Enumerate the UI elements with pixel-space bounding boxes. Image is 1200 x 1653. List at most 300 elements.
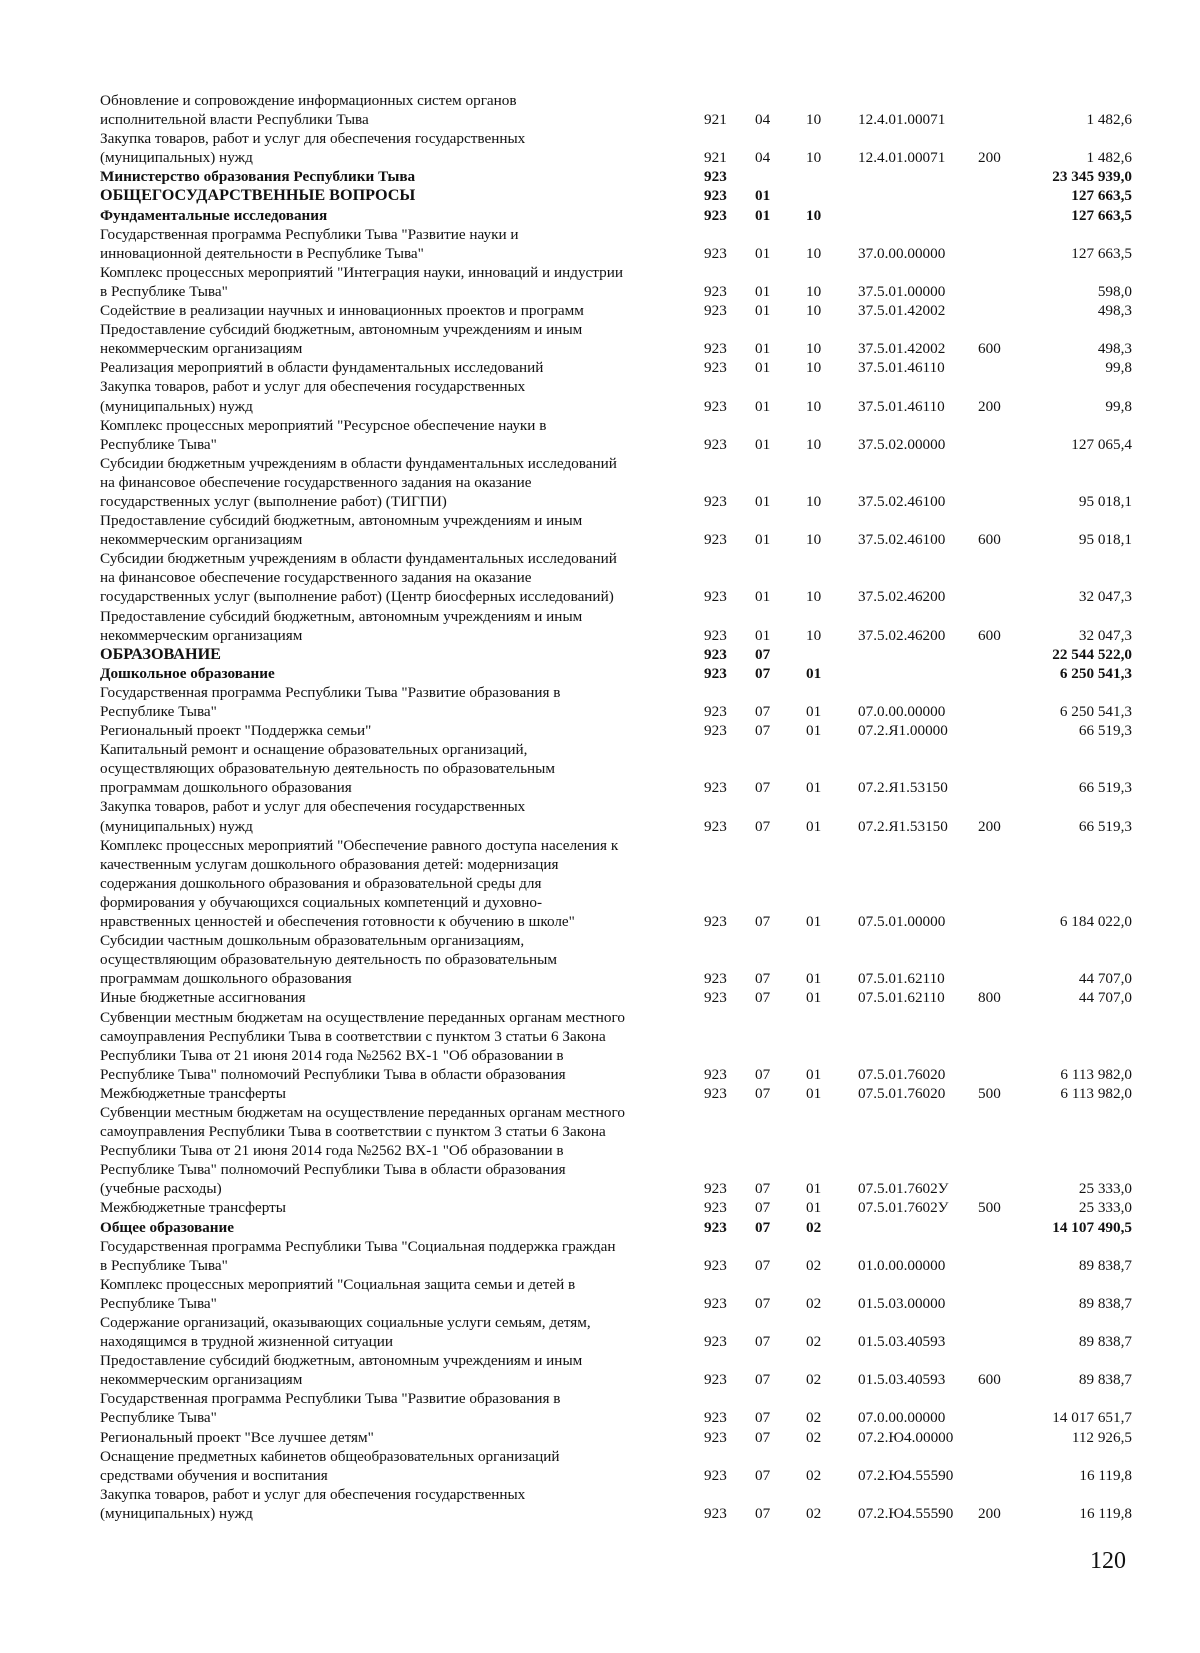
- ved-code: 923: [704, 989, 727, 1007]
- section-code: 07: [755, 645, 771, 663]
- row-name: Региональный проект "Поддержка семьи": [100, 722, 372, 740]
- table-row: [100, 1389, 1160, 1427]
- section-code: 01: [755, 492, 771, 510]
- expense-type-code: [974, 1313, 1022, 1351]
- row-name: Обновление и сопровождение информационных систем органов исполнительной власти Республики Тыва: [100, 92, 517, 129]
- target-article-code: 07.2.Я1.53150: [858, 779, 948, 797]
- expense-type-code: [974, 1275, 1022, 1313]
- subsection-code: [802, 167, 854, 186]
- section-code: 01: [755, 244, 771, 262]
- section-code: 07: [755, 817, 771, 835]
- table-row: [100, 129, 1160, 167]
- subsection-code: 02: [806, 1294, 822, 1312]
- section-code: 07: [755, 1466, 771, 1484]
- row-name: Предоставление субсидий бюджетным, автономным учреждениям и иным некоммерческим организациям: [100, 1352, 583, 1389]
- target-article-code: [854, 664, 974, 683]
- ved-code: 923: [704, 779, 727, 797]
- target-article-code: 07.0.00.00000: [858, 1409, 946, 1427]
- row-name: Комплекс процессных мероприятий "Интеграция науки, инноваций и индустрии в Республике Тыва": [100, 263, 623, 300]
- ved-code: 923: [704, 1218, 727, 1236]
- amount: 6 113 982,0: [1060, 1084, 1132, 1102]
- expense-type-code: [974, 263, 1022, 301]
- expense-type-code: [974, 1428, 1022, 1447]
- row-name: Государственная программа Республики Тыва "Развитие образования в Республике Тыва": [100, 683, 561, 720]
- target-article-code: 07.0.00.00000: [858, 703, 946, 720]
- table-row: [100, 1084, 1160, 1103]
- section-code: 07: [755, 1333, 771, 1351]
- amount: 89 838,7: [1078, 1371, 1132, 1389]
- target-article-code: 07.5.01.62110: [858, 989, 945, 1007]
- subsection-code: 01: [806, 913, 822, 931]
- expense-type-code: [974, 740, 1022, 797]
- expense-type-code: [974, 225, 1022, 263]
- row-name: Дошкольное образование: [100, 664, 275, 682]
- amount: 32 047,3: [1078, 588, 1132, 606]
- ved-code: 923: [704, 645, 727, 663]
- target-article-code: 37.5.01.00000: [858, 282, 946, 300]
- table-row: [100, 1103, 1160, 1198]
- row-name: Комплекс процессных мероприятий "Социальная защита семьи и детей в Республике Тыва": [100, 1275, 576, 1312]
- subsection-code: 02: [806, 1333, 822, 1351]
- ved-code: 923: [704, 397, 727, 415]
- section-code: 07: [755, 1084, 771, 1102]
- section-code: 07: [755, 970, 771, 988]
- row-name: Субвенции местным бюджетам на осуществление переданных органам местного самоуправления Республики Тыва в соответствии с пунктом 3 статьи 6 Закона Республики Тыва от 21 июня 2014 года №2562 ВХ-1 "Об образовании в Республике Тыва" полномочий Республики Тыва в области образования: [100, 1008, 625, 1083]
- table-row: [100, 1447, 1160, 1485]
- amount: 6 250 541,3: [1059, 703, 1132, 720]
- subsection-code: 10: [806, 588, 822, 606]
- amount: 112 926,5: [1071, 1428, 1132, 1446]
- target-article-code: 07.5.01.7602У: [858, 1199, 949, 1217]
- amount: 89 838,7: [1078, 1256, 1132, 1274]
- target-article-code: 37.5.01.46110: [858, 397, 945, 415]
- expense-type-code: 200: [978, 149, 1001, 167]
- subsection-code: 02: [806, 1466, 822, 1484]
- section-code: 07: [755, 1294, 771, 1312]
- row-name: Содействие в реализации научных и инновационных проектов и программ: [100, 302, 584, 320]
- expense-type-code: [974, 301, 1022, 320]
- row-name: Межбюджетные трансферты: [100, 1199, 286, 1217]
- ved-code: 923: [704, 282, 727, 300]
- expense-type-code: [974, 721, 1022, 740]
- row-name: Субсидии бюджетным учреждениям в области фундаментальных исследований на финансовое обеспечение государственного задания на оказание государственных услуг (выполнение работ) (Центр биосферных исследований): [100, 550, 617, 606]
- subsection-code: 10: [806, 397, 822, 415]
- row-name: Предоставление субсидий бюджетным, автономным учреждениям и иным некоммерческим организациям: [100, 512, 583, 549]
- subsection-code: 10: [806, 531, 822, 549]
- ved-code: 923: [704, 1065, 727, 1083]
- target-article-code: [854, 167, 974, 186]
- section-code: 01: [755, 531, 771, 549]
- ved-code: 923: [704, 302, 727, 320]
- page-number: 120: [1090, 1548, 1126, 1574]
- amount: 1 482,6: [1086, 111, 1132, 129]
- subsection-code: 01: [806, 1065, 822, 1083]
- row-name: Субвенции местным бюджетам на осуществление переданных органам местного самоуправления Республики Тыва в соответствии с пунктом 3 статьи 6 Закона Республики Тыва от 21 июня 2014 года №2562 ВХ-1 "Об образовании в Республике Тыва" полномочий Республики Тыва в области образования (учебные расходы): [100, 1103, 625, 1198]
- target-article-code: [854, 206, 974, 225]
- ved-code: 923: [704, 664, 727, 682]
- section-code: 01: [755, 187, 771, 205]
- row-name: Межбюджетные трансферты: [100, 1084, 286, 1102]
- row-name: Содержание организаций, оказывающих социальные услуги семьям, детям, находящимся в трудной жизненной ситуации: [100, 1314, 591, 1351]
- ved-code: 923: [704, 1466, 727, 1484]
- section-code: 07: [755, 1256, 771, 1274]
- subsection-code: 10: [806, 282, 822, 300]
- target-article-code: 37.5.01.42002: [858, 340, 946, 358]
- amount: 14 017 651,7: [1052, 1409, 1132, 1427]
- section-code: 07: [755, 722, 771, 740]
- table-row: [100, 1008, 1160, 1084]
- amount: 66 519,3: [1078, 817, 1132, 835]
- row-name: Реализация мероприятий в области фундаментальных исследований: [100, 359, 544, 377]
- amount: 127 663,5: [1071, 206, 1132, 224]
- section-code: 07: [755, 989, 771, 1007]
- table-row: [100, 511, 1160, 549]
- target-article-code: 37.5.02.46200: [858, 626, 946, 644]
- ved-code: 923: [704, 206, 727, 224]
- subsection-code: 10: [806, 359, 822, 377]
- expense-type-code: [974, 1447, 1022, 1485]
- amount: 95 018,1: [1078, 492, 1132, 510]
- ved-code: 923: [704, 244, 727, 262]
- ved-code: 923: [704, 1371, 727, 1389]
- ved-code: 923: [704, 817, 727, 835]
- row-name: Региональный проект "Все лучшее детям": [100, 1428, 374, 1446]
- subsection-code: 01: [806, 989, 822, 1007]
- table-row: [100, 91, 1160, 129]
- table-row: [100, 186, 1160, 205]
- table-row: [100, 1198, 1160, 1217]
- target-article-code: 01.0.00.00000: [858, 1256, 946, 1274]
- expense-type-code: [974, 454, 1022, 511]
- target-article-code: 07.5.01.76020: [858, 1084, 946, 1102]
- subsection-code: 01: [806, 703, 822, 720]
- subsection-code: 01: [806, 1199, 822, 1217]
- table-row: [100, 721, 1160, 740]
- amount: 23 345 939,0: [1052, 168, 1132, 186]
- amount: 14 107 490,5: [1052, 1218, 1132, 1236]
- expense-type-code: 600: [978, 1371, 1001, 1389]
- expense-type-code: [974, 1237, 1022, 1275]
- expense-type-code: 600: [978, 340, 1001, 358]
- amount: 95 018,1: [1078, 531, 1132, 549]
- amount: 6 250 541,3: [1059, 664, 1132, 682]
- budget-table: [100, 91, 1160, 1523]
- subsection-code: 10: [806, 340, 822, 358]
- table-row: [100, 320, 1160, 358]
- row-name: Предоставление субсидий бюджетным, автономным учреждениям и иным некоммерческим организациям: [100, 321, 583, 358]
- subsection-code: [802, 645, 854, 664]
- table-row: [100, 377, 1160, 415]
- expense-type-code: [974, 931, 1022, 988]
- section-code: 01: [755, 206, 771, 224]
- table-row: [100, 664, 1160, 683]
- subsection-code: 01: [806, 722, 822, 740]
- ved-code: 923: [704, 1428, 727, 1446]
- target-article-code: 07.5.01.7602У: [858, 1180, 949, 1198]
- target-article-code: 37.5.02.00000: [858, 435, 946, 453]
- subsection-code: 01: [806, 779, 822, 797]
- amount: 66 519,3: [1078, 722, 1132, 740]
- table-row: [100, 797, 1160, 835]
- ved-code: 923: [704, 703, 727, 720]
- subsection-code: 01: [806, 970, 822, 988]
- row-name: Государственная программа Республики Тыва "Развитие науки и инновационной деятельности в Республике Тыва": [100, 225, 519, 262]
- expense-type-code: [974, 416, 1022, 454]
- ved-code: 921: [704, 149, 727, 167]
- subsection-code: 02: [806, 1256, 822, 1274]
- ved-code: 923: [704, 913, 727, 931]
- row-name: Оснащение предметных кабинетов общеобразовательных организаций средствами обучения и воспитания: [100, 1447, 560, 1484]
- section-code: 07: [755, 1409, 771, 1427]
- subsection-code: 01: [806, 817, 822, 835]
- amount: 44 707,0: [1078, 970, 1132, 988]
- ved-code: 923: [704, 359, 727, 377]
- ved-code: 923: [704, 340, 727, 358]
- section-code: 01: [755, 340, 771, 358]
- row-name: Субсидии бюджетным учреждениям в области фундаментальных исследований на финансовое обеспечение государственного задания на оказание государственных услуг (выполнение работ) (ТИГПИ): [100, 454, 617, 510]
- section-code: 07: [755, 664, 771, 682]
- table-row: [100, 1313, 1160, 1351]
- subsection-code: 01: [806, 1084, 822, 1102]
- section-code: 07: [755, 1065, 771, 1083]
- amount: 89 838,7: [1078, 1333, 1132, 1351]
- expense-type-code: [974, 683, 1022, 721]
- section-code: 01: [755, 626, 771, 644]
- target-article-code: 37.5.01.46110: [858, 359, 945, 377]
- table-row: [100, 549, 1160, 606]
- row-name: Предоставление субсидий бюджетным, автономным учреждениям и иным некоммерческим организациям: [100, 607, 583, 644]
- section-code: 07: [755, 1428, 771, 1446]
- row-name: Закупка товаров, работ и услуг для обеспечения государственных (муниципальных) нужд: [100, 798, 526, 835]
- subsection-code: 01: [806, 1180, 822, 1198]
- ved-code: 923: [704, 435, 727, 453]
- section-code: 07: [755, 1199, 771, 1217]
- expense-type-code: [974, 358, 1022, 377]
- ved-code: 923: [704, 1333, 727, 1351]
- target-article-code: 37.5.02.46100: [858, 531, 946, 549]
- amount: 6 184 022,0: [1059, 913, 1132, 931]
- amount: 66 519,3: [1078, 779, 1132, 797]
- section-code: 01: [755, 435, 771, 453]
- ved-code: 923: [704, 1084, 727, 1102]
- subsection-code: 10: [806, 111, 822, 129]
- row-name: Государственная программа Республики Тыва "Социальная поддержка граждан в Республике Тыва": [100, 1237, 616, 1274]
- expense-type-code: [974, 186, 1022, 205]
- subsection-code: 02: [806, 1428, 822, 1446]
- amount: 89 838,7: [1078, 1294, 1132, 1312]
- row-name: Закупка товаров, работ и услуг для обеспечения государственных (муниципальных) нужд: [100, 1485, 526, 1522]
- table-row: [100, 645, 1160, 664]
- row-name: Капитальный ремонт и оснащение образовательных организаций, осуществляющих образовательную деятельность по образовательным программам дошкольного образования: [100, 741, 555, 797]
- table-row: [100, 988, 1160, 1007]
- expense-type-code: 600: [978, 626, 1001, 644]
- amount: 1 482,6: [1086, 149, 1132, 167]
- section-code: 07: [755, 1218, 771, 1236]
- section-code: 01: [755, 397, 771, 415]
- amount: 127 065,4: [1071, 435, 1132, 453]
- table-row: [100, 454, 1160, 511]
- amount: 16 119,8: [1079, 1504, 1132, 1522]
- subsection-code: 02: [806, 1371, 822, 1389]
- target-article-code: 07.5.01.76020: [858, 1065, 946, 1083]
- subsection-code: 10: [806, 492, 822, 510]
- section-code: 07: [755, 913, 771, 931]
- amount: 25 333,0: [1078, 1199, 1132, 1217]
- table-row: [100, 1275, 1160, 1313]
- table-row: [100, 1485, 1160, 1523]
- row-name: Министерство образования Республики Тыва: [100, 168, 416, 186]
- row-name: Общее образование: [100, 1218, 235, 1236]
- target-article-code: 07.2.Ю4.55590: [858, 1504, 954, 1522]
- expense-type-code: 200: [978, 397, 1001, 415]
- target-article-code: 37.5.01.42002: [858, 302, 946, 320]
- target-article-code: 37.5.02.46100: [858, 492, 946, 510]
- amount: 44 707,0: [1078, 989, 1132, 1007]
- ved-code: 923: [704, 1504, 727, 1522]
- amount: 99,8: [1105, 359, 1132, 377]
- target-article-code: 07.2.Я1.53150: [858, 817, 948, 835]
- row-name: Субсидии частным дошкольным образовательным организациям, осуществляющим образовательную деятельность по образовательным программам дошкольного образования: [100, 932, 557, 988]
- target-article-code: [854, 186, 974, 205]
- ved-code: 923: [704, 588, 727, 606]
- section-code: 07: [755, 1180, 771, 1198]
- ved-code: 923: [704, 722, 727, 740]
- amount: 498,3: [1097, 302, 1132, 320]
- amount: 16 119,8: [1079, 1466, 1132, 1484]
- row-name: Фундаментальные исследования: [100, 206, 328, 224]
- expense-type-code: [974, 91, 1022, 129]
- ved-code: 923: [704, 1294, 727, 1312]
- subsection-code: 10: [806, 149, 822, 167]
- ved-code: 923: [704, 492, 727, 510]
- amount: 25 333,0: [1078, 1180, 1132, 1198]
- table-row: [100, 167, 1160, 186]
- table-row: [100, 1237, 1160, 1275]
- expense-type-code: [974, 836, 1022, 931]
- table-row: [100, 416, 1160, 454]
- expense-type-code: [974, 206, 1022, 225]
- section-code: 07: [755, 1371, 771, 1389]
- expense-type-code: 200: [978, 1504, 1001, 1522]
- target-article-code: 12.4.01.00071: [858, 149, 946, 167]
- target-article-code: [854, 1218, 974, 1237]
- target-article-code: [854, 645, 974, 664]
- section-code: [752, 167, 802, 186]
- target-article-code: 37.0.00.00000: [858, 244, 946, 262]
- section-code: 01: [755, 588, 771, 606]
- target-article-code: 07.5.01.62110: [858, 970, 945, 988]
- table-row: [100, 607, 1160, 645]
- subsection-code: 10: [806, 302, 822, 320]
- table-row: [100, 836, 1160, 931]
- subsection-code: 01: [806, 664, 822, 682]
- ved-code: 923: [704, 970, 727, 988]
- expense-type-code: 500: [978, 1199, 1001, 1217]
- expense-type-code: [974, 645, 1022, 664]
- target-article-code: 37.5.02.46200: [858, 588, 946, 606]
- table-row: [100, 225, 1160, 263]
- row-name: ОБРАЗОВАНИЕ: [100, 644, 221, 663]
- table-row: [100, 1428, 1160, 1447]
- row-name: Закупка товаров, работ и услуг для обеспечения государственных (муниципальных) нужд: [100, 130, 526, 167]
- section-code: 04: [755, 111, 771, 129]
- subsection-code: 10: [806, 206, 822, 224]
- table-row: [100, 740, 1160, 797]
- ved-code: 923: [704, 187, 727, 205]
- ved-code: 923: [704, 1409, 727, 1427]
- amount: 598,0: [1097, 282, 1132, 300]
- table-row: [100, 1351, 1160, 1389]
- budget-table-body: [100, 91, 1160, 1523]
- expense-type-code: 200: [978, 817, 1001, 835]
- subsection-code: 10: [806, 435, 822, 453]
- expense-type-code: [974, 167, 1022, 186]
- section-code: 07: [755, 779, 771, 797]
- amount: 127 663,5: [1071, 187, 1132, 205]
- table-row: [100, 358, 1160, 377]
- section-code: 07: [755, 1504, 771, 1522]
- amount: 32 047,3: [1078, 626, 1132, 644]
- table-row: [100, 931, 1160, 988]
- target-article-code: 01.5.03.00000: [858, 1294, 946, 1312]
- subsection-code: 10: [806, 626, 822, 644]
- subsection-code: 10: [806, 244, 822, 262]
- target-article-code: 12.4.01.00071: [858, 111, 946, 129]
- expense-type-code: [974, 664, 1022, 683]
- section-code: 01: [755, 359, 771, 377]
- table-row: [100, 206, 1160, 225]
- subsection-code: 02: [806, 1504, 822, 1522]
- row-name: ОБЩЕГОСУДАРСТВЕННЫЕ ВОПРОСЫ: [100, 186, 416, 205]
- subsection-code: [802, 186, 854, 205]
- row-name: Комплекс процессных мероприятий "Обеспечение равного доступа населения к качественным услугам дошкольного образования детей: модернизация содержания дошкольного образования и образовательной среды для формирования у обучающихся социальных компетенций и духовно- нравственных ценностей и обеспечения готовности к обучению в школе": [100, 836, 619, 931]
- ved-code: 921: [704, 111, 727, 129]
- ved-code: 923: [704, 1199, 727, 1217]
- ved-code: 923: [704, 626, 727, 644]
- table-row: [100, 1218, 1160, 1237]
- target-article-code: 07.2.Я1.00000: [858, 722, 948, 740]
- table-row: [100, 301, 1160, 320]
- section-code: 01: [755, 302, 771, 320]
- table-row: [100, 263, 1160, 301]
- expense-type-code: [974, 549, 1022, 606]
- expense-type-code: [974, 1389, 1022, 1427]
- amount: 498,3: [1097, 340, 1132, 358]
- expense-type-code: 600: [978, 531, 1001, 549]
- ved-code: 923: [704, 1256, 727, 1274]
- expense-type-code: 500: [978, 1084, 1001, 1102]
- expense-type-code: [974, 1008, 1022, 1084]
- section-code: 07: [755, 703, 771, 720]
- ved-code: 923: [704, 168, 727, 186]
- table-row: [100, 683, 1160, 721]
- subsection-code: 02: [806, 1218, 822, 1236]
- expense-type-code: [974, 1218, 1022, 1237]
- amount: 99,8: [1105, 397, 1132, 415]
- target-article-code: 01.5.03.40593: [858, 1333, 946, 1351]
- amount: 127 663,5: [1071, 244, 1132, 262]
- section-code: 04: [755, 149, 771, 167]
- row-name: Иные бюджетные ассигнования: [100, 989, 306, 1007]
- subsection-code: 02: [806, 1409, 822, 1427]
- target-article-code: 07.2.Ю4.00000: [858, 1428, 954, 1446]
- ved-code: 923: [704, 1180, 727, 1198]
- row-name: Государственная программа Республики Тыва "Развитие образования в Республике Тыва": [100, 1390, 561, 1427]
- row-name: Закупка товаров, работ и услуг для обеспечения государственных (муниципальных) нужд: [100, 378, 526, 415]
- target-article-code: 07.5.01.00000: [858, 913, 946, 931]
- section-code: 01: [755, 282, 771, 300]
- amount: 6 113 982,0: [1060, 1065, 1132, 1083]
